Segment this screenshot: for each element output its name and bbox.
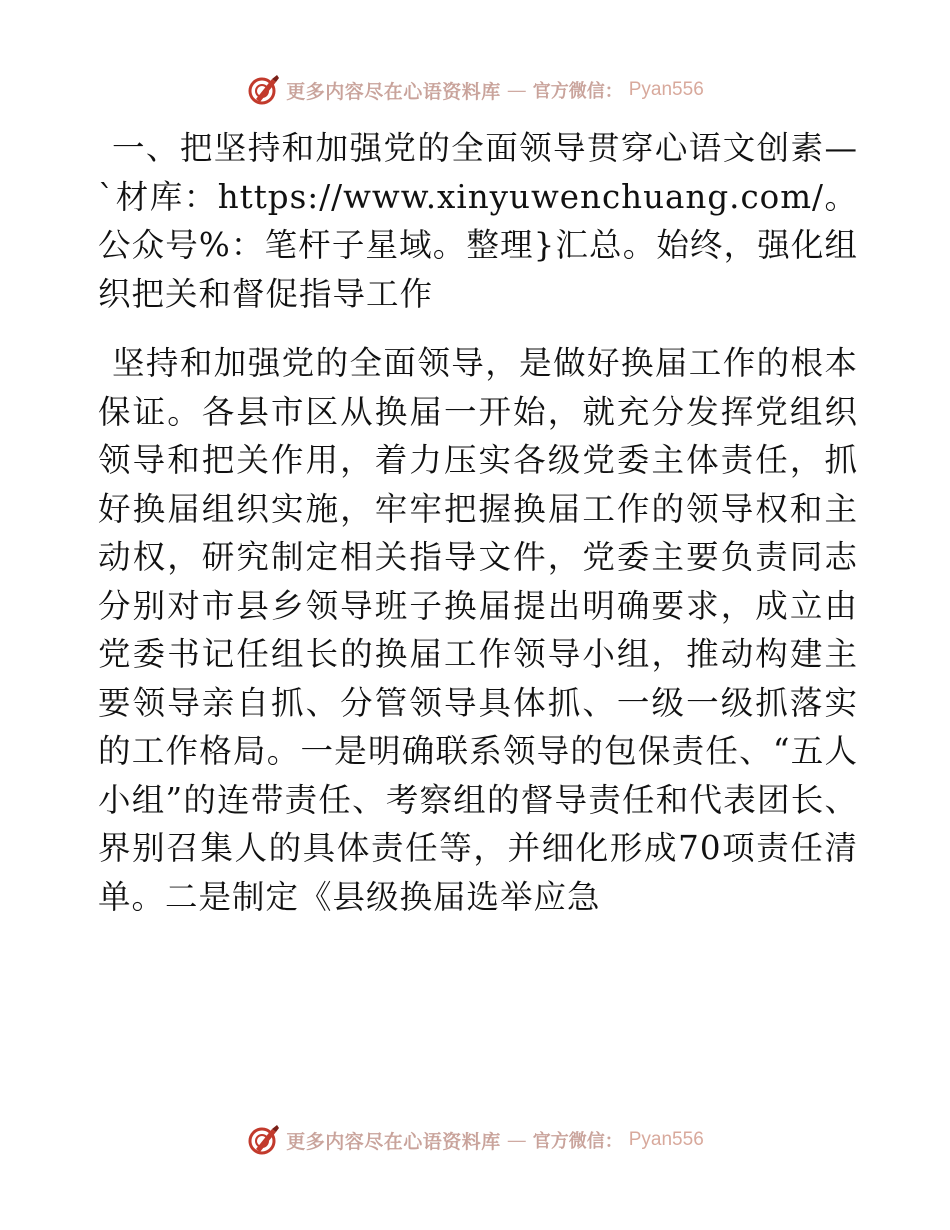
pen-logo-icon: [246, 1123, 280, 1157]
section-heading: 一、把坚持和加强党的全面领导贯穿心语文创素—`材库：https://www.xinyuwenchuang.com/。公众号%：笔杆子星域。整理}汇总。始终，强化组织把关和督促指导工作: [98, 129, 858, 313]
banner-separator: —: [507, 79, 526, 100]
banner-separator: —: [507, 1129, 526, 1150]
banner-brand-text: 更多内容尽在心语资料库: [286, 1130, 501, 1153]
banner-wechat-account: Pyan556: [628, 1129, 704, 1150]
document-body: [98, 124, 858, 921]
header-watermark-banner: [0, 70, 950, 110]
pen-logo-icon: [246, 73, 280, 107]
banner-wechat-account: Pyan556: [628, 79, 704, 100]
body-paragraph: 坚持和加强党的全面领导，是做好换届工作的根本保证。各县市区从换届一开始，就充分发挥党组织领导和把关作用，着力压实各级党委主体责任，抓好换届组织实施，牢牢把握换届工作的领导权和主动权，研究制定相关指导文件，党委主要负责同志分别对市县乡领导班子换届提出明确要求，成立由党委书记任组长的换届工作领导小组，推动构建主要领导亲自抓、分管领导具体抓、一级一级抓落实的工作格局。一是明确联系领导的包保责任、“五人小组”的连带责任、考察组的督导责任和代表团长、界别召集人的具体责任等，并细化形成70项责任清单。二是制定《县级换届选举应急: [98, 344, 858, 916]
banner-wechat-label: 官方微信：: [532, 1131, 623, 1152]
banner-brand-text: 更多内容尽在心语资料库: [286, 80, 501, 103]
footer-watermark-banner: [0, 1120, 950, 1160]
banner-wechat-label: 官方微信：: [532, 81, 623, 102]
